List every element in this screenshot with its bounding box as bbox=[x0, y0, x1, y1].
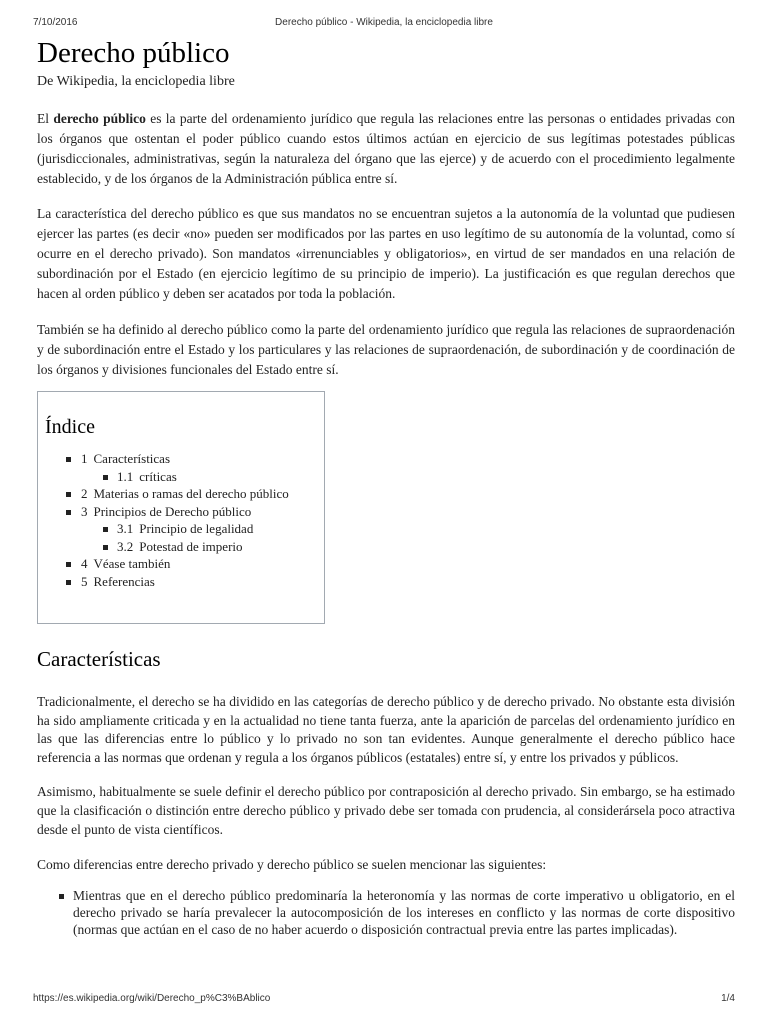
bullet-icon bbox=[66, 510, 71, 515]
intro-paragraph-1 bbox=[37, 109, 735, 189]
toc-item-3-1[interactable] bbox=[45, 520, 324, 538]
bullet-icon bbox=[66, 580, 71, 585]
caracteristicas-paragraph-1: Tradicionalmente, el derecho se ha dividido en las categorías de derecho público y de derecho privado. No obstante esta división ha sido ampliamente criticada y en la actualidad no tiene tanta fuerza, ante la aparición de parcelas del ordenamiento jurídico en las que las diferencias entre lo público y lo privado no son tan evidentes. Aunque generalmente el derecho público hace referencia a las normas que ordenan y regula a los órganos públicos (estatales) entre sí, y entre los privados y públicos. bbox=[37, 694, 735, 765]
toc-heading: Índice bbox=[45, 416, 95, 438]
toc-list bbox=[45, 450, 324, 590]
section-heading-caracteristicas: Características bbox=[37, 647, 161, 671]
toc-item-label: críticas bbox=[139, 468, 177, 484]
intro-lead-before: El bbox=[37, 111, 54, 126]
table-of-contents bbox=[37, 391, 325, 624]
toc-item-number: 1 bbox=[81, 451, 88, 466]
toc-item-label: Principio de legalidad bbox=[139, 521, 254, 536]
print-header bbox=[33, 17, 735, 31]
toc-item-4[interactable] bbox=[45, 555, 324, 573]
toc-item-1[interactable] bbox=[45, 450, 324, 468]
toc-item-label: Potestad de imperio bbox=[139, 538, 243, 554]
list-item-text: Mientras que en el derecho público predominaría la heteronomía y las normas de corte imperativo u obligatorio, en el derecho privado se haría prevalecer la autocomposición de los intereses en conflicto y las normas de corte dispositivo (normas que actúan en el caso de no haber acuerdo o disposición contractual previa entre las partes implicadas). bbox=[73, 888, 735, 937]
bullet-icon bbox=[66, 492, 71, 497]
toc-item-number: 1.1 bbox=[117, 468, 134, 484]
intro-lead-bold: derecho público bbox=[53, 111, 146, 126]
print-url: https://es.wikipedia.org/wiki/Derecho_p%C3%BAblico bbox=[33, 993, 271, 1004]
page-subtitle: De Wikipedia, la enciclopedia libre bbox=[37, 74, 235, 89]
list-item bbox=[37, 888, 735, 938]
toc-item-number: 2 bbox=[81, 486, 88, 501]
toc-item-label: Características bbox=[93, 451, 171, 466]
toc-item-label: Materias o ramas del derecho público bbox=[93, 486, 289, 501]
toc-item-3[interactable] bbox=[45, 503, 324, 521]
bullet-icon bbox=[103, 545, 108, 550]
article-content bbox=[37, 36, 735, 939]
caracteristicas-paragraph-3: Como diferencias entre derecho privado y derecho público se suelen mencionar las siguientes: bbox=[37, 857, 547, 873]
bullet-icon bbox=[103, 475, 108, 480]
intro-paragraph-2: La característica del derecho público es que sus mandatos no se encuentran sujetos a la autonomía de la voluntad que pudiesen ejercer las partes (es decir «no» pueden ser modificados por las partes en uso legítimo de su autonomía de la voluntad, como sí ocurre en el derecho privado). Son mandatos «irrenunciables y obligatorios», en virtud de ser mandados en una relación de subordinación por el Estado (en ejercicio legítimo de su principio de imperio). La justificación es que regulan derechos que hacen al orden público y deben ser acatados por toda la población. bbox=[37, 206, 735, 301]
page-title: Derecho público bbox=[37, 37, 230, 69]
toc-item-number: 3.2 bbox=[117, 538, 134, 554]
intro-lead-after: es la parte del ordenamiento jurídico que regula las relaciones entre las personas o entidades privadas con los órganos que ostentan el poder público cuando estos últimos actúan en ejercicio de sus legítimas potestades públicas (jurisdiccionales, administrativas, según la naturaleza del órgano que las ejerce) y de acuerdo con el procedimiento legalmente establecido, y de los órganos de la Administración pública entre sí. bbox=[37, 111, 735, 186]
toc-item-label: Referencias bbox=[93, 573, 155, 589]
differences-list bbox=[37, 888, 735, 938]
toc-item-label: Véase también bbox=[93, 556, 171, 571]
toc-item-label: Principios de Derecho público bbox=[93, 503, 252, 519]
toc-item-5[interactable] bbox=[45, 573, 324, 591]
print-footer bbox=[33, 993, 735, 1007]
toc-item-1-1[interactable] bbox=[45, 468, 324, 486]
toc-item-number: 3 bbox=[81, 503, 88, 519]
caracteristicas-paragraph-2: Asimismo, habitualmente se suele definir el derecho público por contraposición al derecho privado. Sin embargo, se ha estimado que la clasificación o distinción entre derecho público y privado debe ser tomada con prudencia, al considerársela poco atractiva desde el punto de vista científicos. bbox=[37, 784, 735, 837]
bullet-icon bbox=[103, 527, 108, 532]
toc-item-3-2[interactable] bbox=[45, 538, 324, 556]
toc-item-2[interactable] bbox=[45, 485, 324, 503]
toc-item-number: 4 bbox=[81, 556, 88, 571]
print-date: 7/10/2016 bbox=[33, 17, 78, 28]
print-page-title: Derecho público - Wikipedia, la enciclopedia libre bbox=[275, 17, 493, 28]
toc-item-number: 3.1 bbox=[117, 521, 134, 536]
toc-item-number: 5 bbox=[81, 573, 88, 589]
intro-paragraph-3: También se ha definido al derecho público como la parte del ordenamiento jurídico que regula las relaciones de supraordenación y de subordinación entre el Estado y los particulares y las relaciones de supraordenación, de subordinación y de coordinación de los órganos y divisiones funcionales del Estado entre sí. bbox=[37, 322, 735, 377]
print-page-number: 1/4 bbox=[721, 993, 735, 1004]
bullet-icon bbox=[66, 457, 71, 462]
bullet-icon bbox=[59, 894, 64, 899]
bullet-icon bbox=[66, 562, 71, 567]
